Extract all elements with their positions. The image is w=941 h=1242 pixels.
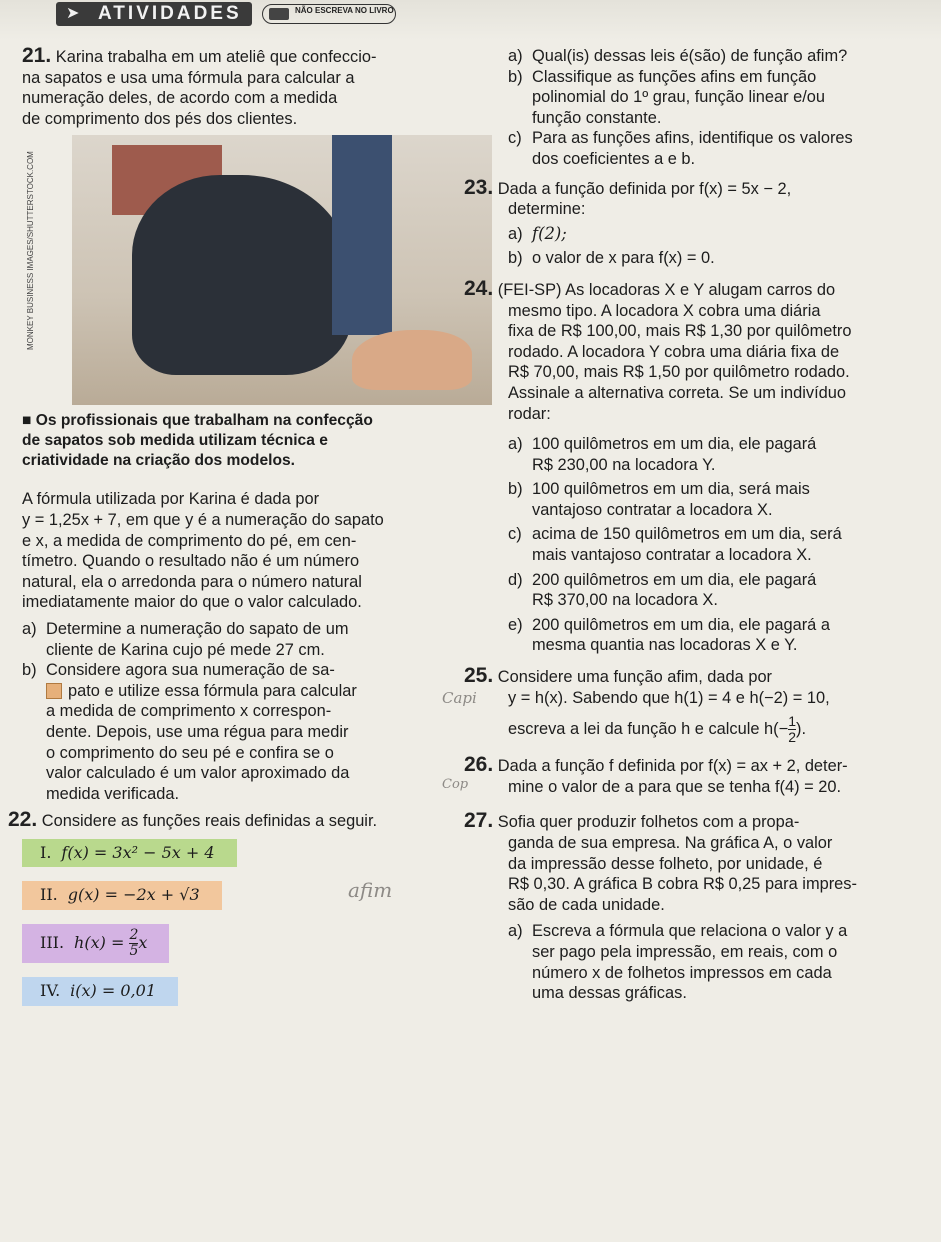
text-line: Considere as funções reais definidas a seguir. [41, 812, 378, 831]
function-box-2: II. g(x) = −2x + √3 [22, 881, 222, 910]
text-line: dos coeficientes a e b. [532, 149, 696, 168]
question-number: 24. [464, 276, 494, 300]
text-line: Assinale a alternativa correta. Se um indivíduo [508, 383, 847, 402]
text-line: rodar: [508, 404, 551, 423]
no-writing-text: NÃO ESCREVA NO LIVRO [295, 6, 394, 15]
pencil-icon [269, 8, 289, 20]
question-number: 26. [464, 753, 494, 777]
text-line: de comprimento dos pés dos clientes. [22, 109, 298, 128]
text-line: Dada a função f definida por f(x) = ax + 2, deter- [497, 757, 848, 776]
text-line: (FEI-SP) As locadoras X e Y alugam carros do [497, 280, 836, 299]
photo-caption: ■ Os profissionais que trabalham na confecção [22, 412, 373, 430]
text-line: mine o valor de a para que se tenha f(4) = 20. [508, 777, 842, 796]
section-title: ATIVIDADES [98, 3, 242, 24]
item-b: b) o valor de x para f(x) = 0. [508, 249, 715, 268]
option-c: c) acima de 150 quilômetros em um dia, será mais vantajoso contratar a locadora X. [508, 525, 842, 565]
text-line: y = 1,25x + 7, em que y é a numeração do sapato [22, 510, 384, 529]
item-a: a) Qual(is) dessas leis é(são) de função afim? [508, 47, 848, 65]
item-a: a) Escreva a fórmula que relaciona o valor y a [508, 922, 848, 941]
text-line: polinomial do 1º grau, função linear e/ou [532, 88, 826, 107]
text-line: R$ 0,30. A gráfica B cobra R$ 0,25 para impres- [508, 875, 857, 894]
text-line: função constante. [532, 108, 662, 127]
text-line: escreva a lei da função h e calcule h(− $\frac{1}{2}$ ). [508, 713, 806, 746]
option-e: e) 200 quilômetros em um dia, ele pagará a mesma quantia nas locadoras X e Y. [508, 615, 830, 655]
text-line: ganda de sua empresa. Na gráfica A, o valor [508, 834, 833, 852]
text-line: Dada a função definida por f(x) = 5x − 2, [497, 179, 792, 198]
question-24 [464, 276, 924, 656]
question-number: 22. [8, 808, 38, 832]
pencil-note: Capi [442, 688, 477, 707]
text-line: fixa de R$ 100,00, mais R$ 1,30 por quilômetro [508, 322, 852, 341]
text-line: R$ 70,00, mais R$ 1,50 por quilômetro rodado. [508, 363, 850, 382]
question-26 [442, 753, 924, 797]
text-line: uma dessas gráficas. [532, 984, 687, 1003]
arrow-icon: ➤ [66, 5, 83, 22]
question-22 [8, 810, 452, 1012]
photo-credit: MONKEY BUSINESS IMAGES/SHUTTERSTOCK.COM [26, 151, 35, 350]
item-b: b) Considere agora sua numeração de sa- [22, 661, 335, 680]
text-line: rodado. A locadora Y cobra uma diária fixa de [508, 342, 840, 361]
question-27 [464, 811, 924, 1003]
question-number: 27. [464, 809, 494, 833]
text-line: Considere uma função afim, dada por [497, 668, 773, 687]
text-line: na sapatos e usa uma fórmula para calcular a [22, 68, 355, 87]
text-line: numeração deles, de acordo com a medida [22, 89, 338, 108]
text-line: mesmo tipo. A locadora X cobra uma diária [508, 301, 821, 320]
option-b: b) 100 quilômetros em um dia, será mais vantajoso contratar a locadora X. [508, 480, 810, 519]
text-line: A fórmula utilizada por Karina é dada por [22, 490, 320, 509]
text-line: dente. Depois, use uma régua para medir [46, 722, 349, 741]
function-box-4: IV. i(x) = 0,01 [22, 977, 178, 1006]
text-line: Sofia quer produzir folhetos com a propa- [497, 813, 800, 832]
text-line: natural, ela o arredonda para o número natural [22, 572, 362, 591]
text-line: são de cada unidade. [508, 895, 665, 914]
question-25 [442, 664, 924, 746]
text-line: y = h(x). Sabendo que h(1) = 4 e h(−2) = 10, [508, 688, 830, 707]
function-box-1: I. f(x) = 3x² − 5x + 4 [22, 839, 237, 868]
text-line: número x de folhetos impressos em cada [532, 963, 832, 982]
option-a: a) 100 quilômetros em um dia, ele pagará R$ 230,00 na locadora Y. [508, 435, 817, 474]
item-a: a) f(2); [508, 223, 567, 243]
section-tag [56, 2, 252, 26]
text-line: tímetro. Quando o resultado não é um número [22, 552, 360, 571]
question-21 [22, 46, 452, 804]
text-line: imediatamente maior do que o valor calculado. [22, 593, 362, 612]
text-line: pato e utilize essa fórmula para calcular [22, 681, 452, 702]
photo-caption: de sapatos sob medida utilizam técnica e [22, 432, 328, 450]
option-d: d) 200 quilômetros em um dia, ele pagará R$ 370,00 na locadora X. [508, 570, 817, 610]
calculator-icon [46, 683, 62, 699]
question-23 [464, 175, 924, 269]
text-line: valor calculado é um valor aproximado da [46, 764, 350, 783]
left-column [8, 44, 452, 1013]
question-number: 23. [464, 175, 494, 199]
text-line: cliente de Karina cujo pé mede 27 cm. [46, 640, 325, 659]
text-line: medida verificada. [46, 784, 180, 803]
right-column [442, 46, 924, 1004]
question-number: 21. [22, 44, 52, 67]
no-writing-badge [262, 4, 396, 24]
photo-caption: criatividade na criação dos modelos. [22, 452, 295, 470]
function-box-3: III. h(x) = $\frac{2}{5}$ x [22, 924, 169, 963]
item-c: c) Para as funções afins, identifique os valores [508, 129, 853, 148]
pencil-note: Cop [442, 776, 469, 792]
text-line: a medida de comprimento x correspon- [46, 702, 332, 721]
item-a: a) Determine a numeração do sapato de um [22, 619, 349, 638]
text-line: Karina trabalha em um ateliê que confeccio- [55, 48, 377, 66]
shoemaker-photo [72, 135, 492, 405]
pencil-note: afim [348, 877, 393, 902]
page-header [0, 0, 941, 40]
question-number: 25. [464, 664, 494, 688]
text-line: ser pago pela impressão, em reais, com o [532, 942, 838, 961]
item-b: b) Classifique as funções afins em função [508, 67, 817, 86]
text-line: o comprimento do seu pé e confira se o [46, 743, 334, 762]
question-22-items [464, 46, 924, 170]
text-line: e x, a medida de comprimento do pé, em cen- [22, 531, 357, 550]
text-line: determine: [508, 200, 586, 219]
text-line: da impressão desse folheto, por unidade, é [508, 854, 823, 873]
